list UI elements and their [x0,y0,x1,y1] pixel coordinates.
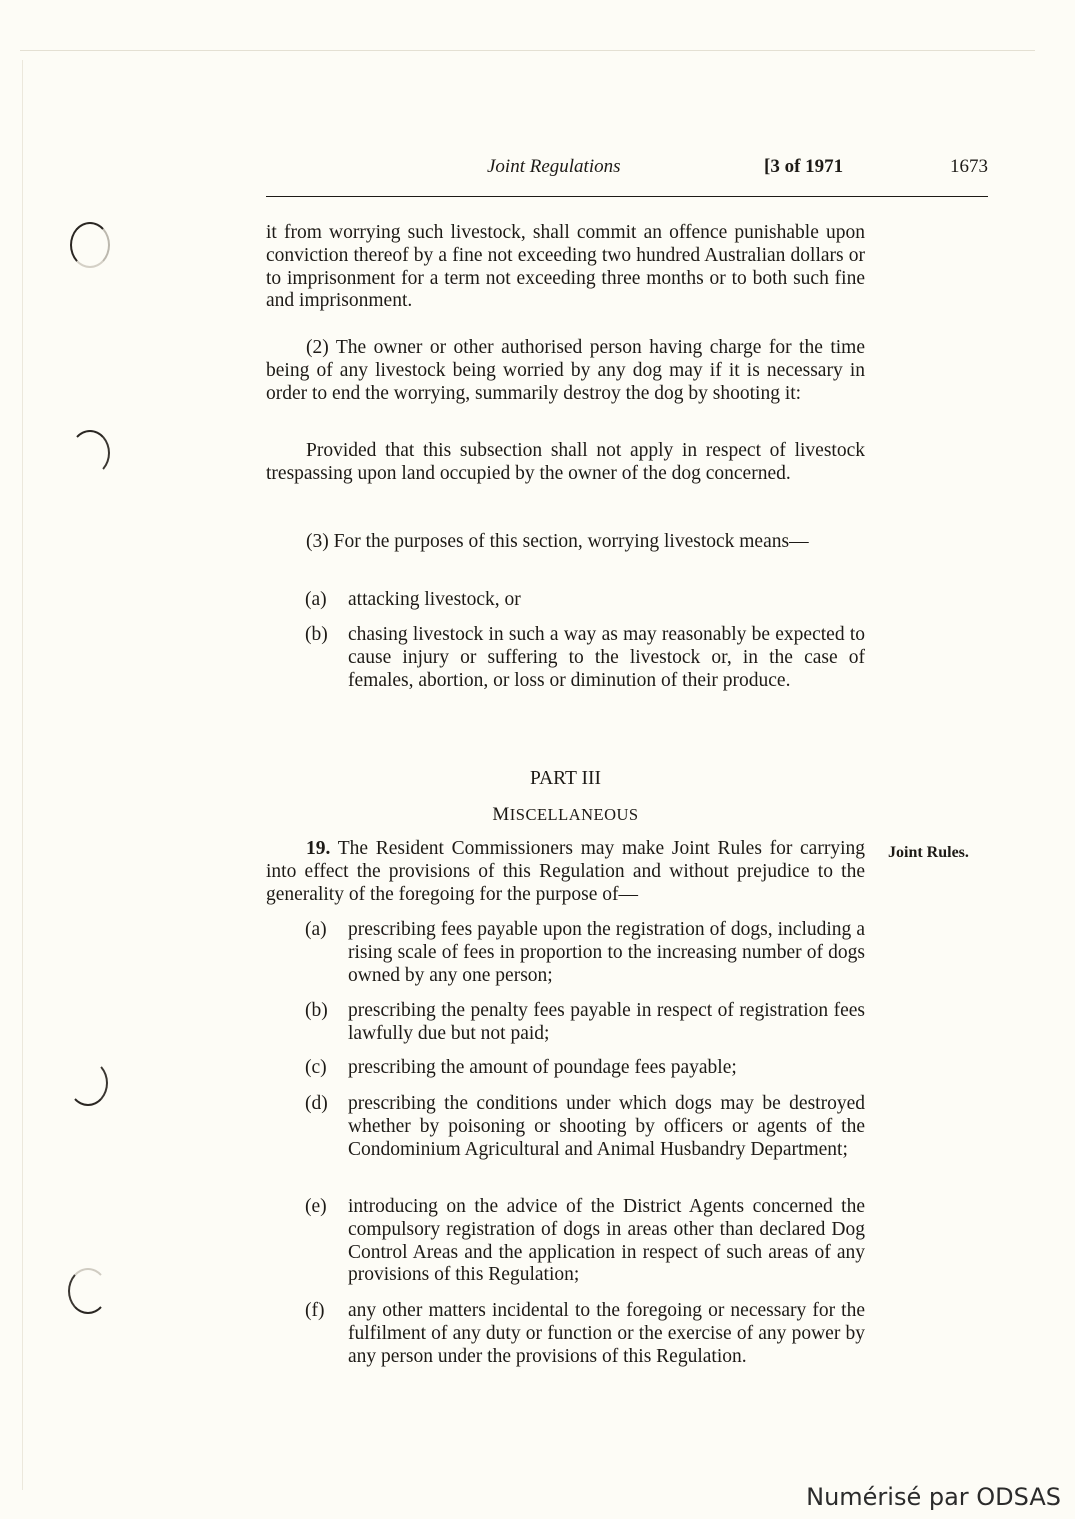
list-item [305,1300,865,1368]
subheading-initial: M [492,804,510,825]
binder-hole [70,222,110,268]
item-label: (a) [305,919,327,940]
running-header [266,156,988,182]
subheading-rest: ISCELLANEOUS [509,805,639,824]
item-label: (b) [305,624,328,645]
item-text: prescribing the penalty fees payable in respect of registration fees lawfully due but not paid; [348,1000,865,1044]
binder-hole [70,430,110,476]
list-item [305,1093,865,1161]
page-top-edge [20,50,1035,51]
header-issue: [3 of 1971 [764,156,844,177]
section-number: 19. [306,838,331,859]
subsection-3: (3) For the purposes of this section, worrying livestock means— [306,531,809,552]
header-title: Joint Regulations [487,156,621,177]
continuation-paragraph: it from worrying such livestock, shall commit an offence punishable upon conviction thereof by a fine not exceeding two hundred Australian dollars or to imprisonment for a term not exceeding three months or to both such fine and imprisonment. [266,222,865,312]
marginal-note: Joint Rules. [888,844,969,861]
item-text: prescribing the conditions under which dogs may be destroyed whether by poisoning or shooting by officers or agents of the Condominium Agricultural and Animal Husbandry Department; [348,1093,865,1160]
part-heading: PART III [530,768,601,789]
item-text: any other matters incidental to the foregoing or necessary for the fulfilment of any duty or function or the exercise of any power by any person under the provisions of this Regulation. [348,1300,865,1367]
item-label: (b) [305,1000,328,1021]
item-text: chasing livestock in such a way as may reasonably be expected to cause injury or suffering to the livestock or, in the case of females, abortion, or loss or diminution of their produce. [348,624,865,691]
section-19-text: The Resident Commissioners may make Joint Rules for carrying into effect the provisions of this Regulation and without prejudice to the generality of the foregoing for the purpose of— [266,838,865,905]
item-label: (e) [305,1196,327,1217]
item-label: (a) [305,589,327,610]
header-rule [266,196,988,197]
list-item [305,1057,865,1080]
item-label: (f) [305,1300,325,1321]
binder-hole [68,1268,108,1314]
item-label: (c) [305,1057,327,1078]
proviso: Provided that this subsection shall not apply in respect of livestock trespassing upon land occupied by the owner of the dog concerned. [266,440,865,484]
section-19 [266,838,865,906]
item-label: (d) [305,1093,328,1114]
digitization-watermark: Numérisé par ODSAS [806,1483,1061,1511]
item-text: attacking livestock, or [348,589,521,610]
item-text: introducing on the advice of the District Agents concerned the compulsory registration of dogs in areas other than declared Dog Control Areas and the application in respect of such areas of any provisions of this Regulation; [348,1196,865,1286]
list-item [305,1000,865,1046]
page-left-edge [22,60,23,1490]
item-text: prescribing the amount of poundage fees payable; [348,1057,737,1078]
subsection-2: (2) The owner or other authorised person having charge for the time being of any livestock being worried by any dog may if it is necessary in order to end the worrying, summarily destroy the dog by shooting it: [266,337,865,404]
item-text: prescribing fees payable upon the registration of dogs, including a rising scale of fees in proportion to the increasing number of dogs owned by any one person; [348,919,865,986]
list-item [305,919,865,987]
binder-hole [68,1060,108,1106]
list-item [305,624,865,692]
page-number: 1673 [950,156,988,177]
list-item [305,1196,865,1287]
part-subheading [266,804,865,826]
list-item [305,589,865,612]
